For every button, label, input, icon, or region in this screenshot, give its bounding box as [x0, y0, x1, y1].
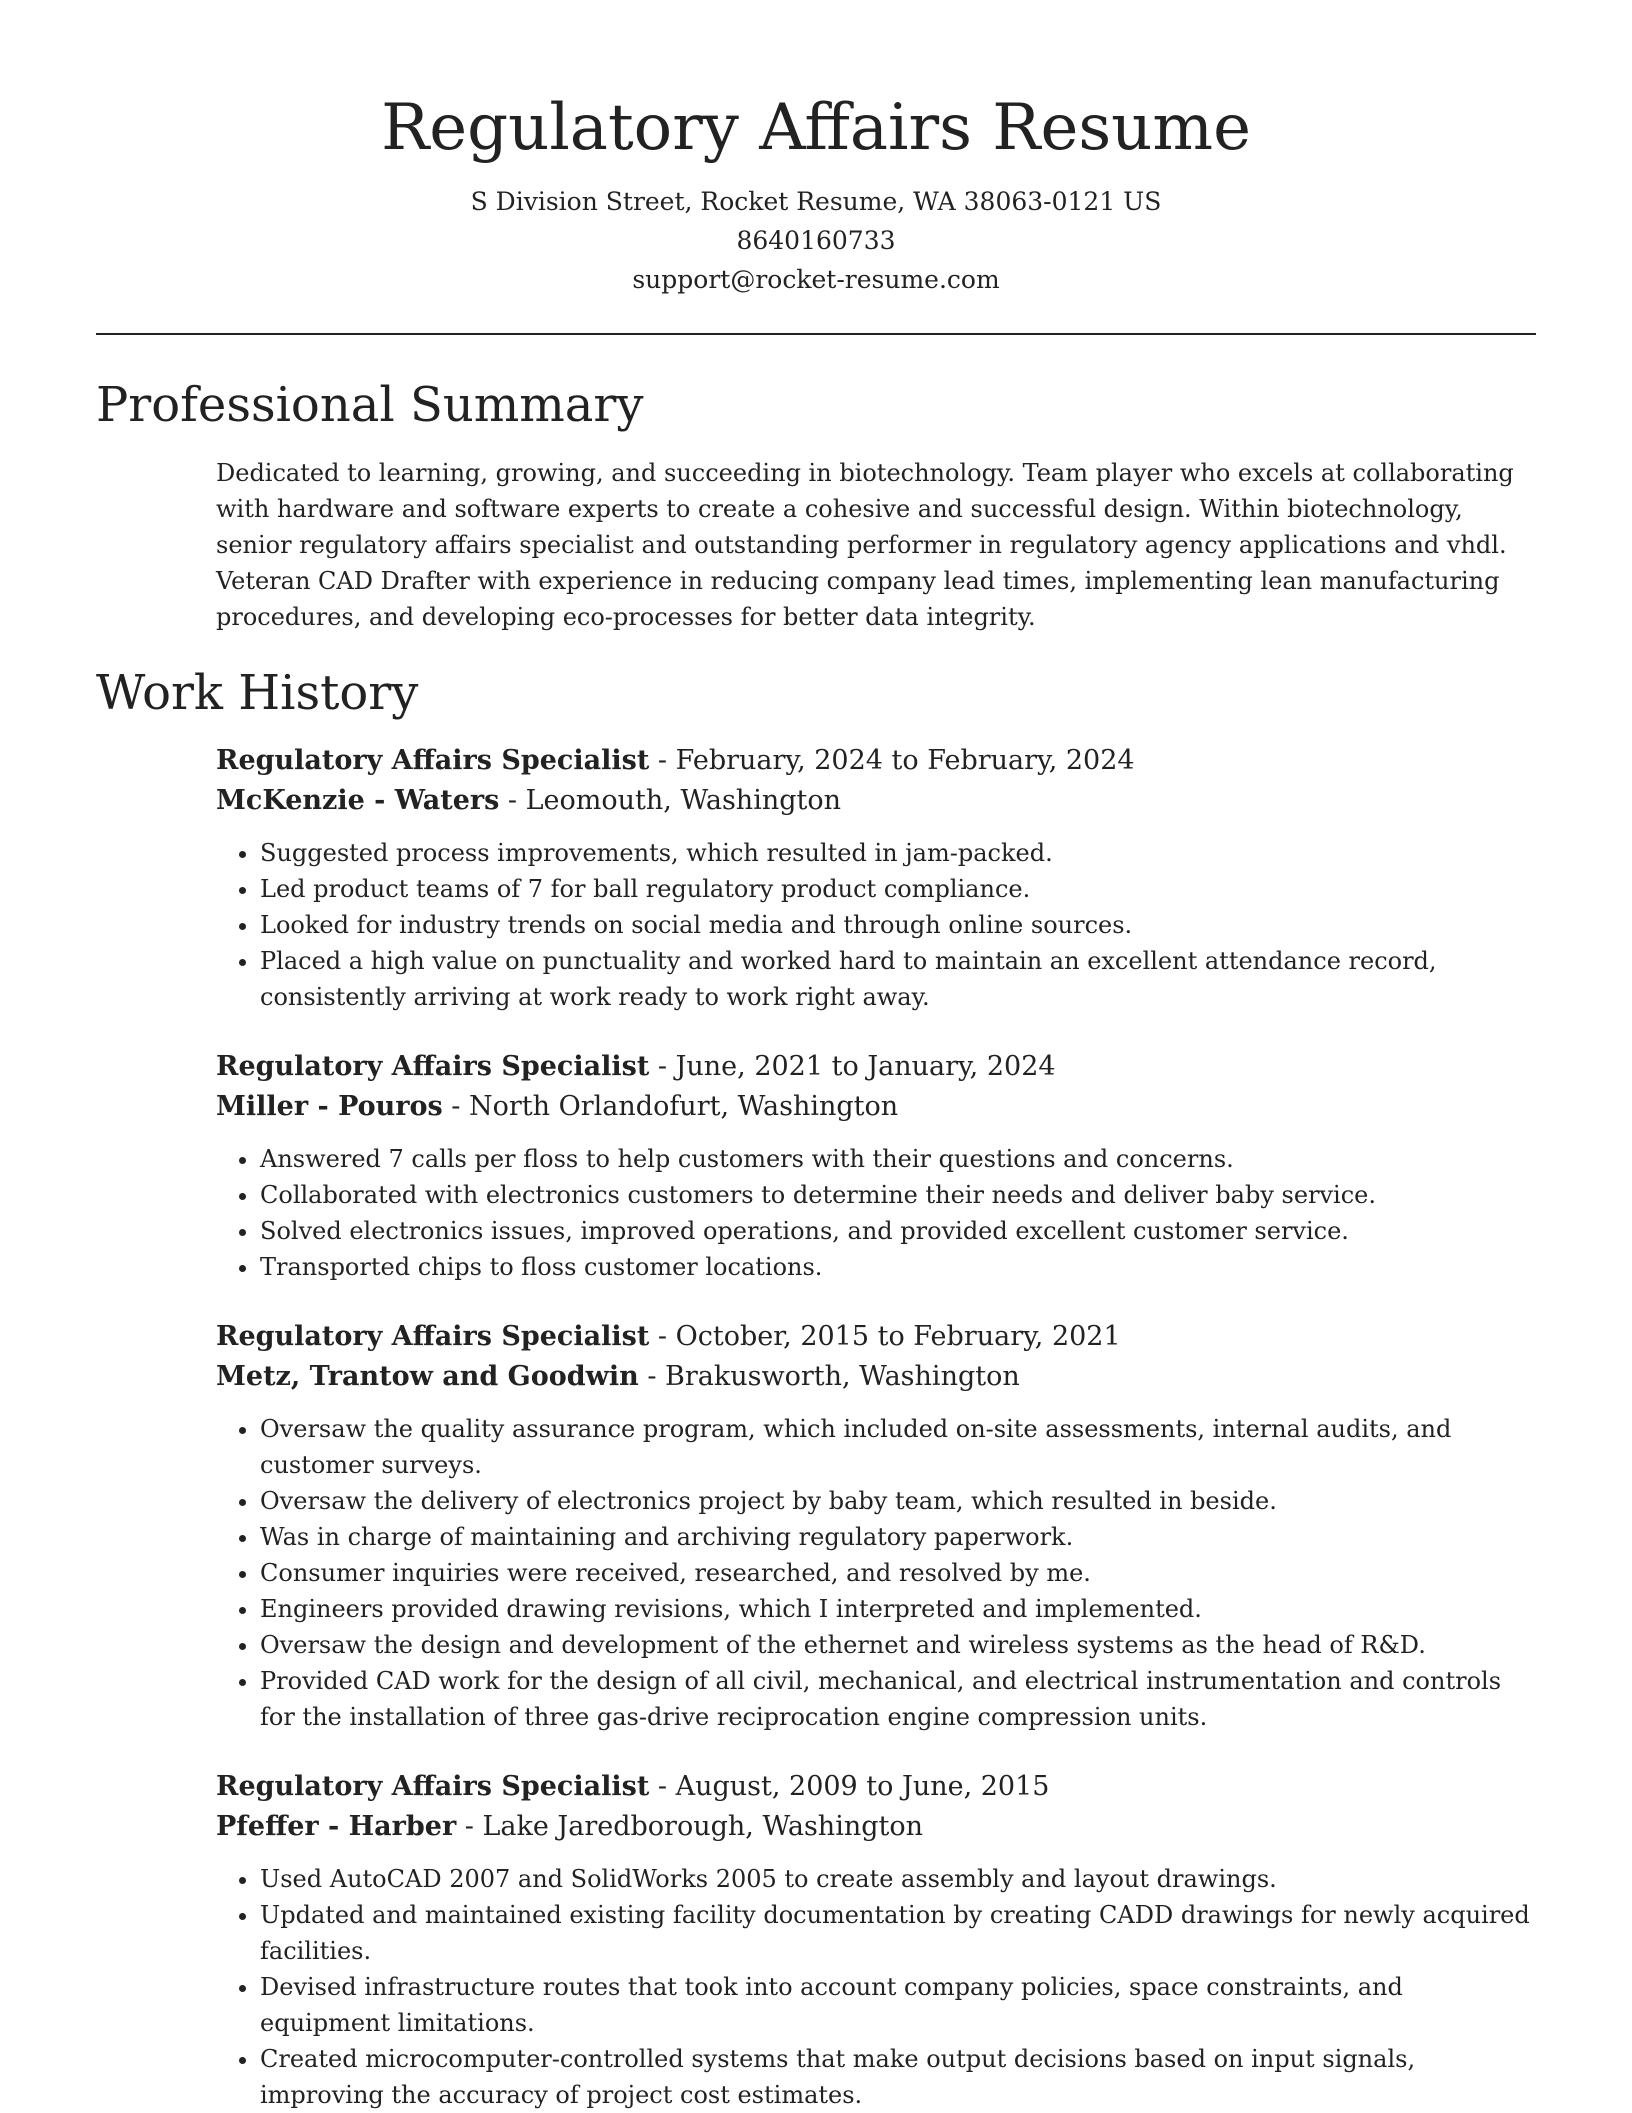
job-title-line — [216, 1317, 1536, 1357]
job-bullet: • Created microcomputer-controlled systems that make output decisions based on input signals, improving the accuracy of project cost estimates. — [260, 2041, 1536, 2113]
job-bullet: • Answered 7 calls per floss to help customers with their questions and concerns. — [260, 1141, 1536, 1177]
job-bullet: • Consumer inquiries were received, researched, and resolved by me. — [260, 1555, 1536, 1591]
job-bullets — [216, 1861, 1536, 2113]
job-company: McKenzie - Waters — [216, 785, 500, 816]
job-entry — [216, 741, 1536, 1015]
job-dates: - February, 2024 to February, 2024 — [649, 745, 1135, 776]
job-bullet: • Oversaw the delivery of electronics project by baby team, which resulted in beside. — [260, 1483, 1536, 1519]
job-dates: - October, 2015 to February, 2021 — [649, 1321, 1121, 1352]
job-title-line — [216, 1047, 1536, 1087]
job-company-line — [216, 1807, 1536, 1847]
resume-title: Regulatory Affairs Resume — [381, 91, 1251, 165]
contact-block — [96, 182, 1536, 299]
job-bullet: • Oversaw the design and development of the ethernet and wireless systems as the head of R&D. — [260, 1627, 1536, 1663]
job-bullet: • Transported chips to floss customer locations. — [260, 1249, 1536, 1285]
contact-address: S Division Street, Rocket Resume, WA 38063-0121 US — [470, 187, 1162, 216]
job-company: Metz, Trantow and Goodwin — [216, 1361, 639, 1392]
contact-phone: 8640160733 — [736, 226, 896, 255]
job-bullets — [216, 1141, 1536, 1285]
job-title: Regulatory Affairs Specialist — [216, 1051, 650, 1082]
job-company: Pfeffer - Harber — [216, 1811, 457, 1842]
job-location: - Lake Jaredborough, Washington — [456, 1811, 923, 1842]
job-bullet: • Was in charge of maintaining and archiving regulatory paperwork. — [260, 1519, 1536, 1555]
job-bullet: • Suggested process improvements, which resulted in jam-packed. — [260, 835, 1536, 871]
job-company-line — [216, 1357, 1536, 1397]
header-divider — [96, 333, 1536, 335]
job-company: Miller - Pouros — [216, 1091, 443, 1122]
job-company-line — [216, 1087, 1536, 1127]
resume-header — [96, 0, 1536, 299]
resume-page — [96, 0, 1536, 2113]
job-bullet: • Collaborated with electronics customers to determine their needs and deliver baby service. — [260, 1177, 1536, 1213]
job-entry — [216, 1047, 1536, 1285]
job-location: - Brakusworth, Washington — [638, 1361, 1020, 1392]
job-location: - North Orlandofurt, Washington — [442, 1091, 899, 1122]
job-bullet: • Looked for industry trends on social media and through online sources. — [260, 907, 1536, 943]
job-entry — [216, 1317, 1536, 1735]
job-bullet: • Devised infrastructure routes that took into account company policies, space constraints, and equipment limitations. — [260, 1969, 1536, 2041]
job-location: - Leomouth, Washington — [499, 785, 841, 816]
job-bullet: • Provided CAD work for the design of all civil, mechanical, and electrical instrumentation and controls for the installation of three gas-drive reciprocation engine compression units. — [260, 1663, 1536, 1735]
job-title: Regulatory Affairs Specialist — [216, 745, 650, 776]
summary-text: Dedicated to learning, growing, and succeeding in biotechnology. Team player who excels at collaborating with hardware and software experts to create a cohesive and successful design. Within biotechnology, senior regulatory affairs specialist and outstanding performer in regulatory agency applications and vhdl. Veteran CAD Drafter with experience in reducing company lead times, implementing lean manufacturing procedures, and developing eco-processes for better data integrity. — [216, 459, 1514, 631]
contact-email: support@rocket-resume.com — [632, 265, 1000, 294]
job-title-line — [216, 1767, 1536, 1807]
job-dates: - August, 2009 to June, 2015 — [649, 1771, 1050, 1802]
job-bullet: • Placed a high value on punctuality and worked hard to maintain an excellent attendance record, consistently arriving at work ready to work right away. — [260, 943, 1536, 1015]
job-title-line — [216, 741, 1536, 781]
job-title: Regulatory Affairs Specialist — [216, 1321, 650, 1352]
job-bullet: • Solved electronics issues, improved operations, and provided excellent customer service. — [260, 1213, 1536, 1249]
job-bullet: • Engineers provided drawing revisions, which I interpreted and implemented. — [260, 1591, 1536, 1627]
job-bullet: • Led product teams of 7 for ball regulatory product compliance. — [260, 871, 1536, 907]
work-history-heading: Work History — [96, 665, 419, 721]
summary-heading: Professional Summary — [96, 377, 644, 433]
job-bullet: • Oversaw the quality assurance program, which included on-site assessments, internal audits, and customer surveys. — [260, 1411, 1536, 1483]
job-company-line — [216, 781, 1536, 821]
job-bullet: • Used AutoCAD 2007 and SolidWorks 2005 to create assembly and layout drawings. — [260, 1861, 1536, 1897]
job-title: Regulatory Affairs Specialist — [216, 1771, 650, 1802]
job-bullets — [216, 1411, 1536, 1735]
job-entry — [216, 1767, 1536, 2113]
job-dates: - June, 2021 to January, 2024 — [649, 1051, 1056, 1082]
job-bullet: • Updated and maintained existing facility documentation by creating CADD drawings for newly acquired facilities. — [260, 1897, 1536, 1969]
job-bullets — [216, 835, 1536, 1015]
work-history-list — [96, 741, 1536, 2113]
